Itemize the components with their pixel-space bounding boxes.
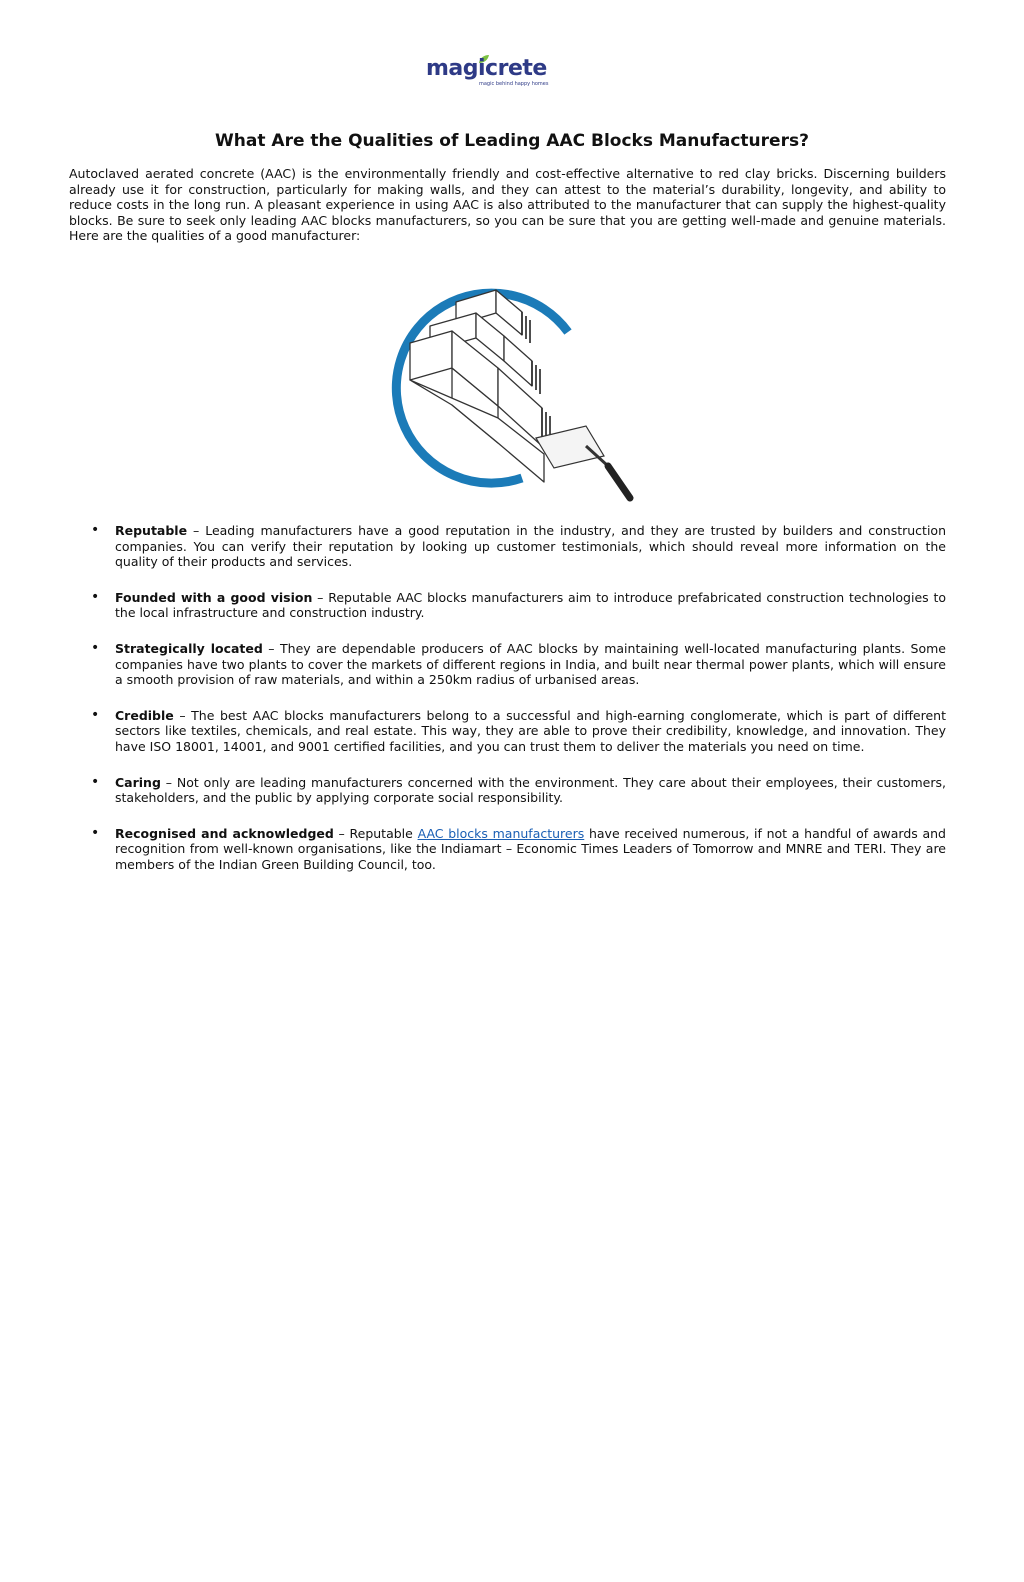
list-item-text-after: have received numerous, if not a handful of awards and recognition from well-known organisations, like the Indiamart – Economic Times Leaders of Tomorrow and MNRE and TERI. They are members of the Indian Green Building Council, too. <box>115 825 946 872</box>
list-item-text: – The best AAC blocks manufacturers belong to a successful and high-earning conglomerate, which is part of different sectors like textiles, chemicals, and real estate. This way, they are able to prove their credibility, knowledge, and innovation. They have ISO 18001, 14001, and 9001 certified facilities, and you can trust them to deliver the materials you need on time. <box>115 707 946 754</box>
list-item-vision <box>69 590 946 621</box>
list-item-text: – Not only are leading manufacturers concerned with the environment. They care about their employees, their customers, stakeholders, and the public by applying corporate social responsibility. <box>115 774 946 806</box>
list-item-recognised <box>69 826 946 873</box>
list-item-title: Reputable <box>115 523 188 538</box>
list-item-title: Strategically located <box>115 640 263 656</box>
list-item-title: Recognised and acknowledged <box>115 825 334 841</box>
list-item-text: – Reputable AAC blocks manufacturers aim to introduce prefabricated construction technologies to the local infrastructure and construction industry. <box>115 589 946 621</box>
brick-wall-illustration <box>372 268 642 508</box>
bullet-icon: • <box>91 824 100 841</box>
list-item-credible <box>69 708 946 755</box>
list-item-title: Caring <box>115 774 161 790</box>
magicrete-logo <box>424 56 549 92</box>
list-item-text: – Leading manufacturers have a good reputation in the industry, and they are trusted by builders and construction companies. You can verify their reputation by looking up customer testimonials, which should reveal more information on the quality of their products and services. <box>115 523 946 570</box>
page-title: What Are the Qualities of Leading AAC Blocks Manufacturers? <box>215 131 809 151</box>
list-item-text: – They are dependable producers of AAC blocks by maintaining well-located manufacturing plants. Some companies have two plants to cover the markets of different regions in India, and built near thermal power plants, which will ensure a smooth provision of raw materials, and within a 250km radius of urbanised areas. <box>115 640 946 688</box>
list-item-title: Credible <box>115 707 174 723</box>
bullet-icon: • <box>91 588 100 605</box>
list-item-title: Founded with a good vision <box>115 589 313 605</box>
bullet-icon: • <box>91 706 100 723</box>
list-item-location <box>69 641 946 688</box>
logo-tagline: magic behind happy homes <box>479 81 549 87</box>
bullet-icon: • <box>91 639 100 656</box>
bullet-icon: • <box>91 773 100 790</box>
list-item-text-before: – Reputable <box>333 825 418 841</box>
qualities-list <box>69 523 946 893</box>
list-item-caring <box>69 775 946 806</box>
brick-wall-trowel-icon <box>372 268 642 508</box>
logo-wordmark: magicrete <box>426 56 547 81</box>
intro-paragraph: Autoclaved aerated concrete (AAC) is the environmentally friendly and cost-effective alternative to red clay bricks. Discerning builders already use it for construction, particularly for making walls, and they can attest to the material’s durability, longevity, and ability to reduce costs in the long run. A pleasant experience in using AAC is also attributed to the manufacturer that can supply the highest-quality blocks. Be sure to seek only leading AAC blocks manufacturers, so you can be sure that you are getting well-made and genuine materials. Here are the qualities of a good manufacturer: <box>69 166 946 244</box>
bullet-icon: • <box>91 522 100 538</box>
aac-manufacturers-link[interactable]: AAC blocks manufacturers <box>417 825 585 841</box>
list-item-reputable <box>69 523 946 570</box>
